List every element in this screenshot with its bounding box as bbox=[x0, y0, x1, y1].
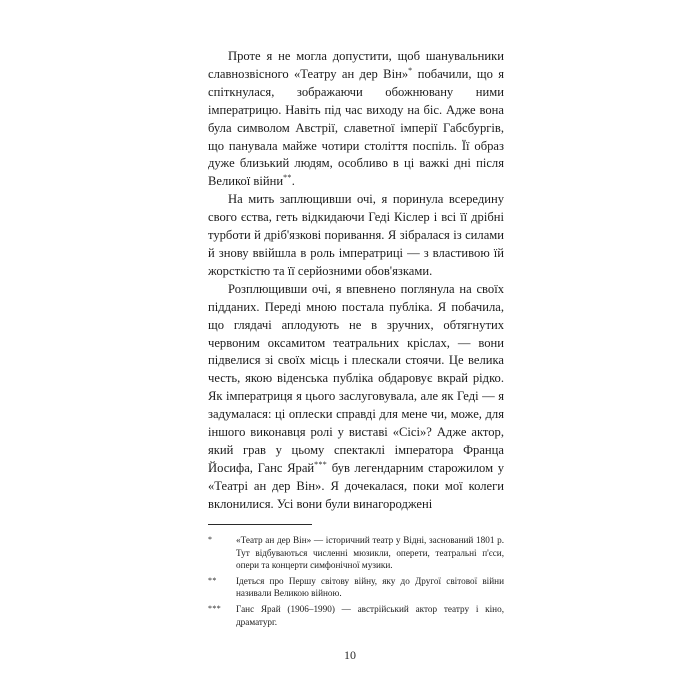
footnote-item-1 bbox=[208, 534, 504, 572]
footnote-item-2-text: Ідеться про Першу світову війну, яку до Другої світової війни називали Великою війною. bbox=[236, 575, 504, 599]
page-number: 10 bbox=[344, 648, 356, 662]
footnote-item-3-marker: *** bbox=[208, 603, 222, 613]
footnote-marker-3[interactable]: *** bbox=[314, 459, 328, 469]
footnote-marker-2[interactable]: ** bbox=[283, 173, 292, 183]
footnote-marker-1[interactable]: * bbox=[408, 65, 413, 75]
paragraph-3-text-a: Розплющивши очі, я впевнено поглянула на своїх підданих. Переді мною постала публіка. Я побачила, що глядачі аплодують не в зручних, обтягнутих червоним оксамитом театральних кріслах, — вони підвелися зі своїх місць і плескали стоячи. Це велика честь, якою віденська публіка обдаровує вкрай рідко. Як імператриця я цього заслуговувала, але як Геді — я задумалася: ці оплески справді для мене чи, може, для іншого виконавця ролі у виставі «Сісі»? Адже актор, який грав у цьому спектаклі імператора Франца Йосифа, Ганс Ярай bbox=[208, 281, 504, 475]
main-text-block bbox=[208, 48, 504, 514]
footnote-separator-rule bbox=[208, 524, 312, 525]
footnotes-section bbox=[208, 524, 504, 631]
footnote-item-1-marker: * bbox=[208, 535, 213, 544]
paragraph-3-text-b: був легендарним старожилом у «Театрі ан дер Він». Я дочекалася, поки мої колеги вклонилися. Усі вони були винагороджені bbox=[208, 460, 504, 511]
paragraph-1-text-c: . bbox=[291, 174, 295, 189]
footnote-item-2 bbox=[208, 575, 504, 600]
paragraph-2: На мить заплющивши очі, я поринула всередину свого єства, геть відкидаючи Геді Кіслер і всі її дрібні турботи й дріб'язкові поривання. Я зібралася із силами й знову ввійшла в роль імператриці — з властивою їй жорсткістю та її серйозними обов'язками. bbox=[208, 192, 504, 278]
paragraph-1-text-b: побачили, що я спіткнулася, зображаючи обожнювану ними імператрицю. Навіть під час виходу на біс. Адже вона була символом Австрії, славетної імперії Габсбургів, що панувала майже чотири століття поспіль. Її образ дуже близький людям, особливо в ці важкі дні після Великої війни bbox=[208, 66, 504, 189]
paragraph-3 bbox=[208, 281, 504, 514]
footnote-item-2-marker: ** bbox=[208, 575, 217, 585]
footnote-item-1-text: «Театр ан дер Він» — історичний театр у Відні, заснований 1801 р. Тут відбуваються численні мюзикли, оперети, театральні п'єси, опери та концерти симфонічної музики. bbox=[236, 535, 504, 571]
footnote-item-3 bbox=[208, 603, 504, 628]
paragraph-1-text-a: Проте я не могла допустити, щоб шанувальники славнозвісного «Театру ан дер Він» bbox=[208, 49, 504, 81]
footnote-item-3-text: Ганс Ярай (1906–1990) — австрійський актор театру і кіно, драматург. bbox=[236, 603, 504, 627]
paragraph-1 bbox=[208, 48, 504, 191]
